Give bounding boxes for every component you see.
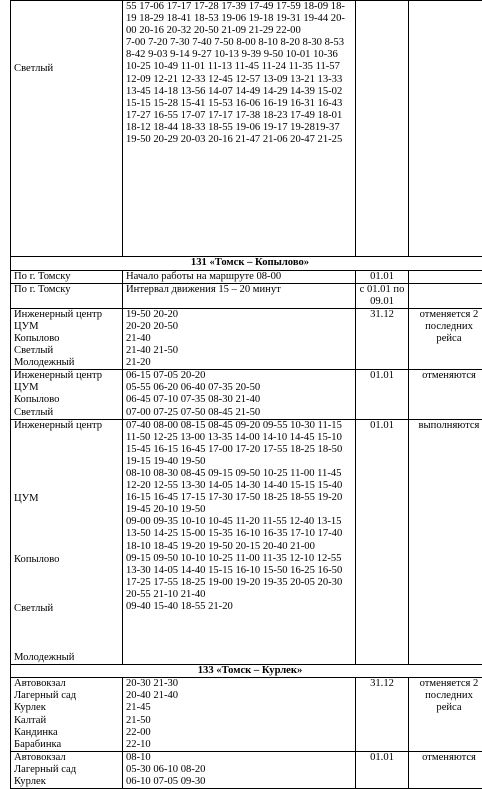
date-cell: 01.01	[356, 370, 409, 419]
section-header-row	[11, 664, 482, 678]
table-row	[11, 283, 482, 308]
stop-name: ЦУМ	[14, 493, 119, 554]
date-cell: 31.12	[356, 308, 409, 369]
section-title-133: 133 «Томск – Курлек»	[11, 664, 482, 678]
times-cell: 19-50 20-20 20-20 20-50 21-40 21-40 21-50 21-20	[123, 308, 356, 369]
times-block: 09-40 15-40 18-55 21-20	[126, 601, 352, 613]
note-cell: выполняются	[409, 419, 482, 664]
stop-name: Светлый	[14, 603, 119, 652]
times-cell: 06-15 07-05 20-20 05-55 06-20 06-40 07-35 20-50 06-45 07-10 07-35 08-30 21-40 07-00 07-25 07-50 08-45 21-50	[123, 370, 356, 419]
times-cell: Начало работы на маршруте 08-00	[123, 270, 356, 283]
section-title-131: 131 «Томск – Копылово»	[11, 257, 482, 271]
date-cell	[356, 1, 409, 257]
note-cell: отменяется 2 последних рейса	[409, 678, 482, 752]
date-cell: с 01.01 по 09.01	[356, 283, 409, 308]
times-block: 09-00 09-35 10-10 10-45 11-20 11-55 12-40 13-15 13-50 14-25 15-00 15-35 16-10 16-35 17-10 17-40 18-10 18-45 19-20 19-50 20-15 20-40 21-00	[126, 516, 352, 552]
date-cell: 31.12	[356, 678, 409, 752]
times-block: 09-15 09-50 10-10 10-25 11-00 11-35 12-10 12-55 13-30 14-05 14-40 15-15 16-10 15-50 16-25 16-50 17-25 17-55 18-25 19-00 19-20 19-35 20-05 20-30 20-55 21-10 21-40	[126, 553, 352, 601]
table-row	[11, 751, 482, 788]
stop-name: Молодежный	[14, 652, 119, 664]
date-cell: 01.01	[356, 751, 409, 788]
stop-cell	[11, 1, 123, 257]
stop-cell: Инженерный центр ЦУМ Копылово Светлый Молодежный	[11, 308, 123, 369]
schedule-document	[10, 0, 473, 789]
times-cell: 20-30 21-30 20-40 21-40 21-45 21-50 22-00 22-10	[123, 678, 356, 752]
times-cell: Интервал движения 15 – 20 минут	[123, 283, 356, 308]
stop-cell: По г. Томску	[11, 270, 123, 283]
stop-cell: Автовокзал Лагерный сад Курлек Калтай Кандинка Барабинка	[11, 678, 123, 752]
times-cell: 08-10 05-30 06-10 08-20 06-10 07-05 09-30	[123, 751, 356, 788]
note-cell	[409, 283, 482, 308]
table-row	[11, 308, 482, 369]
note-cell	[409, 270, 482, 283]
stop-cell: Автовокзал Лагерный сад Курлек	[11, 751, 123, 788]
note-cell: отменяется 2 последних рейса	[409, 308, 482, 369]
table-row	[11, 270, 482, 283]
times-block: 07-40 08-00 08-15 08-45 09-20 09-55 10-30 11-15 11-50 12-25 13-00 13-35 14-00 14-10 14-45 15-10 15-45 16-15 16-45 17-00 17-20 17-55 18-25 18-50 19-15 19-40 19-50	[126, 420, 352, 468]
stop-name: Светлый	[14, 63, 53, 74]
table-row	[11, 419, 482, 664]
stop-name: Инженерный центр	[14, 420, 119, 493]
note-cell: отменяются	[409, 370, 482, 419]
times-cell	[123, 419, 356, 664]
stop-cell: По г. Томску	[11, 283, 123, 308]
stop-cell: Инженерный центр ЦУМ Копылово Светлый	[11, 370, 123, 419]
times-block: 08-10 08-30 08-45 09-15 09-50 10-25 11-00 11-45 12-20 12-55 13-30 14-05 14-30 14-40 15-15 15-40 16-15 16-45 17-15 17-30 17-50 18-25 18-55 19-20 19-45 20-10 19-50	[126, 468, 352, 516]
note-cell: отменяются	[409, 751, 482, 788]
table-row	[11, 370, 482, 419]
stop-cell	[11, 419, 123, 664]
stop-name: Копылово	[14, 554, 119, 603]
times-cell: 55 17-06 17-17 17-28 17-39 17-49 17-59 18-09 18-19 18-29 18-41 18-53 19-06 19-18 19-31 19-44 20-00 20-16 20-32 20-50 21-09 21-29 22-00 7-00 7-20 7-30 7-40 7-50 8-00 8-10 8-20 8-30 8-53 8-42 9-03 9-14 9-27 10-13 9-39 9-50 10-01 10-36 10-25 10-49 11-01 11-13 11-45 11-24 11-35 11-57 12-09 12-21 12-33 12-45 12-57 13-09 13-21 13-33 13-45 14-18 13-56 14-07 14-49 14-29 14-39 15-02 15-15 15-28 15-41 15-53 16-06 16-19 16-31 16-43 17-27 16-55 17-07 17-17 17-38 18-23 17-49 18-01 18-12 18-44 18-33 18-55 19-06 19-17 19-2819-37 19-50 20-29 20-03 20-16 21-47 21-06 20-47 21-25	[123, 1, 356, 257]
date-cell: 01.01	[356, 270, 409, 283]
date-cell: 01.01	[356, 419, 409, 664]
table-row	[11, 678, 482, 752]
schedule-table	[10, 0, 482, 789]
note-cell	[409, 1, 482, 257]
table-row	[11, 1, 482, 257]
section-header-row	[11, 257, 482, 271]
